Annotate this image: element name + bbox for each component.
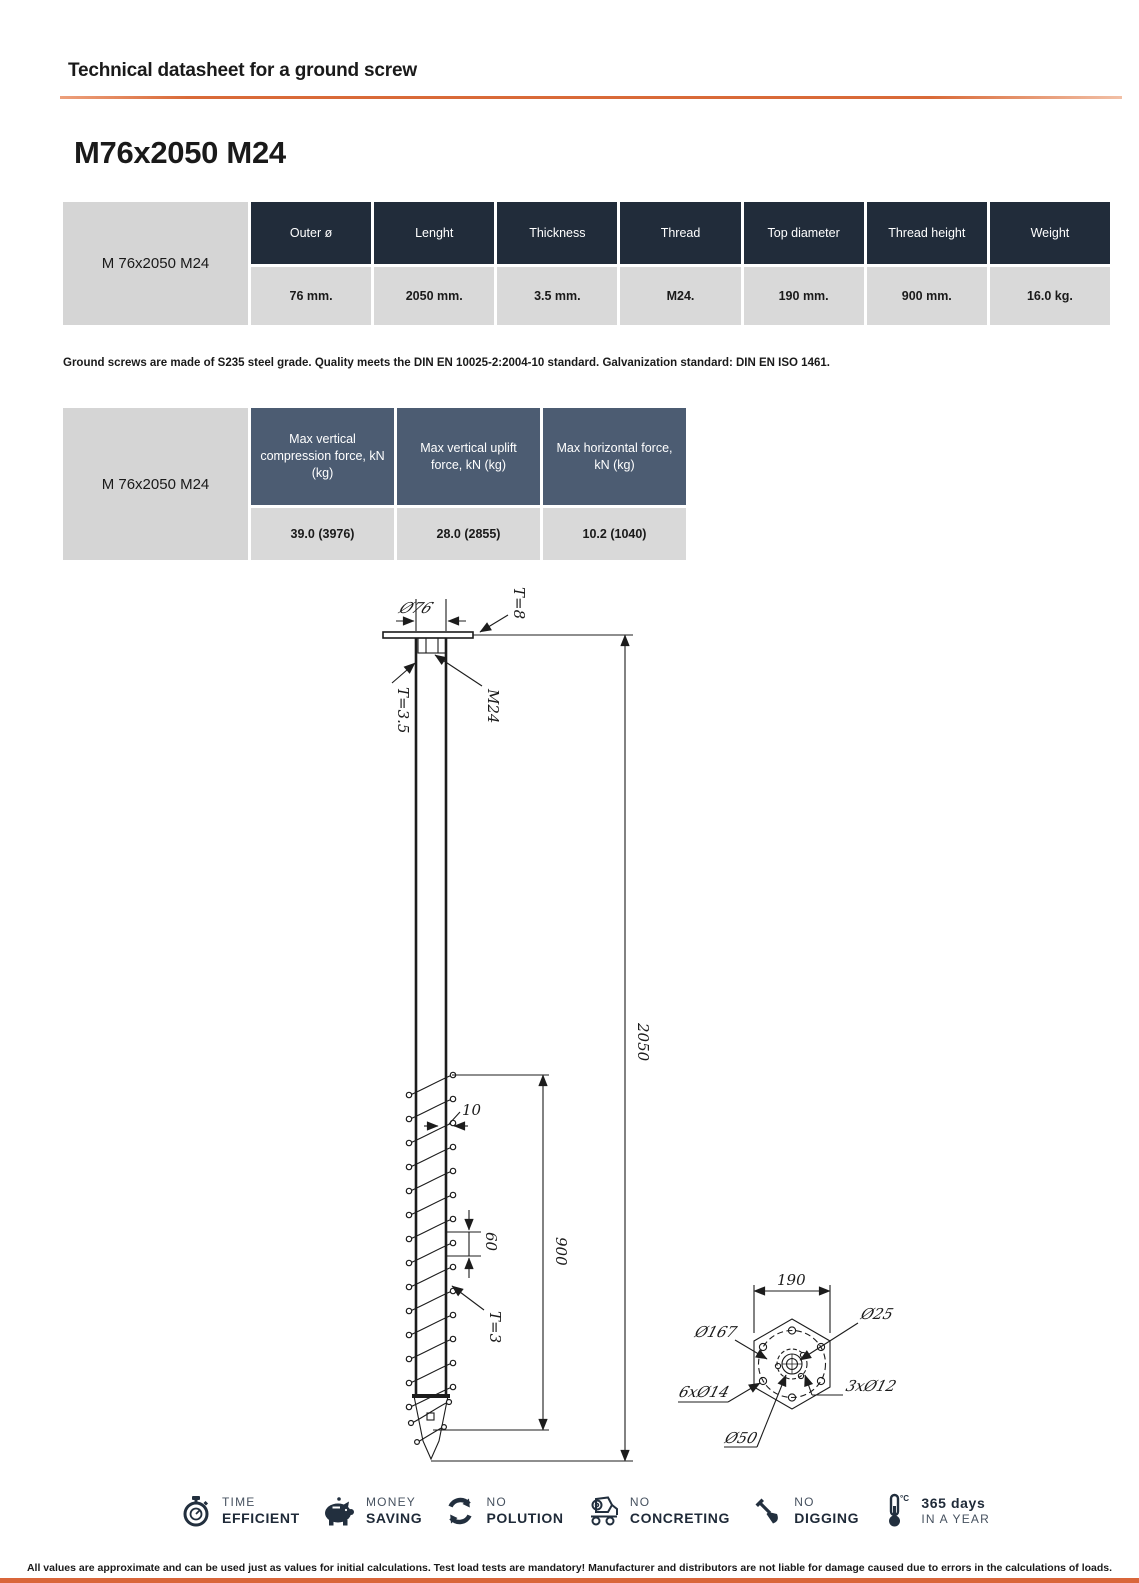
product-heading: M76x2050 M24 — [74, 135, 286, 170]
dim-flange-thickness: T=8 — [510, 587, 528, 620]
spec-value-outer: 76 mm. — [251, 267, 371, 325]
force-value-horizontal: 10.2 (1040) — [543, 508, 686, 560]
spec-col-header-thickness: Thickness — [497, 202, 617, 264]
badge-line1: NO — [794, 1494, 815, 1509]
dim-flight-thickness: 10 — [462, 1101, 482, 1119]
spec-col-header-length: Lenght — [374, 202, 494, 264]
badge-line2: POLUTION — [486, 1509, 564, 1526]
piggy-bank-icon — [320, 1493, 358, 1529]
bottom-accent-bar — [0, 1578, 1139, 1583]
badge-line1: TIME — [222, 1494, 256, 1509]
thermometer-unit: °C — [900, 1494, 910, 1503]
spec-value-length: 2050 mm. — [374, 267, 494, 325]
badge-line2: CONCRETING — [629, 1509, 730, 1526]
badge-no-digging — [750, 1493, 859, 1529]
badge-no-concreting — [584, 1493, 730, 1529]
title-underline — [60, 96, 1122, 99]
stopwatch-icon — [178, 1493, 214, 1529]
spec-table — [63, 202, 1110, 325]
spec-value-thickness: 3.5 mm. — [497, 267, 617, 325]
force-table — [63, 408, 686, 560]
spec-col-header-weight: Weight — [990, 202, 1110, 264]
badge-money-saving — [320, 1493, 422, 1529]
dim-center-hole: Ø25 — [858, 1305, 896, 1323]
dim-wall-thickness: T=3.5 — [394, 687, 412, 734]
spec-col-header-outer: Outer ø — [251, 202, 371, 264]
dim-thread-height: 900 — [552, 1237, 570, 1266]
badge-365-days — [879, 1492, 990, 1530]
spec-value-thread-height: 900 mm. — [867, 267, 987, 325]
badge-line2: DIGGING — [794, 1509, 860, 1526]
dim-holes-three: 3xØ12 — [843, 1377, 899, 1395]
top-view — [677, 1271, 898, 1447]
badge-no-polution — [442, 1493, 563, 1529]
force-col-header-uplift: Max vertical uplift force, kN (kg) — [397, 408, 540, 505]
badge-line1: NO — [486, 1494, 507, 1509]
spec-col-header-top-diameter: Top diameter — [744, 202, 864, 264]
force-value-uplift: 28.0 (2855) — [397, 508, 540, 560]
badge-line1: NO — [629, 1494, 651, 1509]
dim-blade-thickness: T=3 — [486, 1311, 504, 1344]
dim-holes-six: 6xØ14 — [676, 1383, 732, 1401]
force-col-header-compression: Max vertical compression force, kN (kg) — [251, 408, 394, 505]
badge-line2: SAVING — [365, 1509, 423, 1526]
spec-table-row-label: M 76x2050 M24 — [63, 202, 248, 325]
spec-value-top-diameter: 190 mm. — [744, 267, 864, 325]
thermometer-icon — [879, 1492, 913, 1530]
spec-col-header-thread: Thread — [620, 202, 740, 264]
benefit-badges — [178, 1492, 990, 1530]
badge-line1: 365 days — [921, 1494, 986, 1511]
dim-flight-pitch: 60 — [482, 1232, 500, 1252]
badge-line1: MONEY — [365, 1494, 416, 1509]
spec-value-thread: M24. — [620, 267, 740, 325]
badge-line2: IN A YEAR — [921, 1512, 990, 1527]
spec-value-weight: 16.0 kg. — [990, 267, 1110, 325]
dim-bolt-circle: Ø167 — [692, 1323, 739, 1341]
technical-drawing — [0, 575, 1139, 1487]
dim-total-length: 2050 — [634, 1023, 652, 1062]
force-table-row-label: M 76x2050 M24 — [63, 408, 248, 560]
material-note: Ground screws are made of S235 steel grade. Quality meets the DIN EN 10025-2:2004-10 standard. Galvanization standard: DIN EN ISO 1461. — [63, 357, 830, 369]
disclaimer-text: All values are approximate and can be used just as values for initial calculations. Test load tests are mandatory! Manufacturer and distributors are not liable for damage caused due to errors in the calculations of loads. — [26, 1562, 1113, 1574]
side-view — [383, 587, 652, 1461]
thread-helix — [406, 1072, 455, 1409]
dim-top-width: 190 — [777, 1271, 806, 1289]
badge-time-efficient — [178, 1493, 300, 1529]
dim-outer-diameter: Ø76 — [396, 598, 437, 617]
badge-line2: EFFICIENT — [222, 1509, 300, 1526]
dim-inner-circle: Ø50 — [722, 1429, 760, 1447]
page-title: Technical datasheet for a ground screw — [68, 60, 417, 81]
force-col-header-horizontal: Max horizontal force, kN (kg) — [543, 408, 686, 505]
dim-thread-size: M24 — [484, 689, 502, 724]
force-value-compression: 39.0 (3976) — [251, 508, 394, 560]
spec-col-header-thread-height: Thread height — [867, 202, 987, 264]
recycle-icon — [442, 1493, 478, 1529]
mixer-truck-icon — [584, 1493, 622, 1529]
shovel-icon — [750, 1493, 786, 1529]
